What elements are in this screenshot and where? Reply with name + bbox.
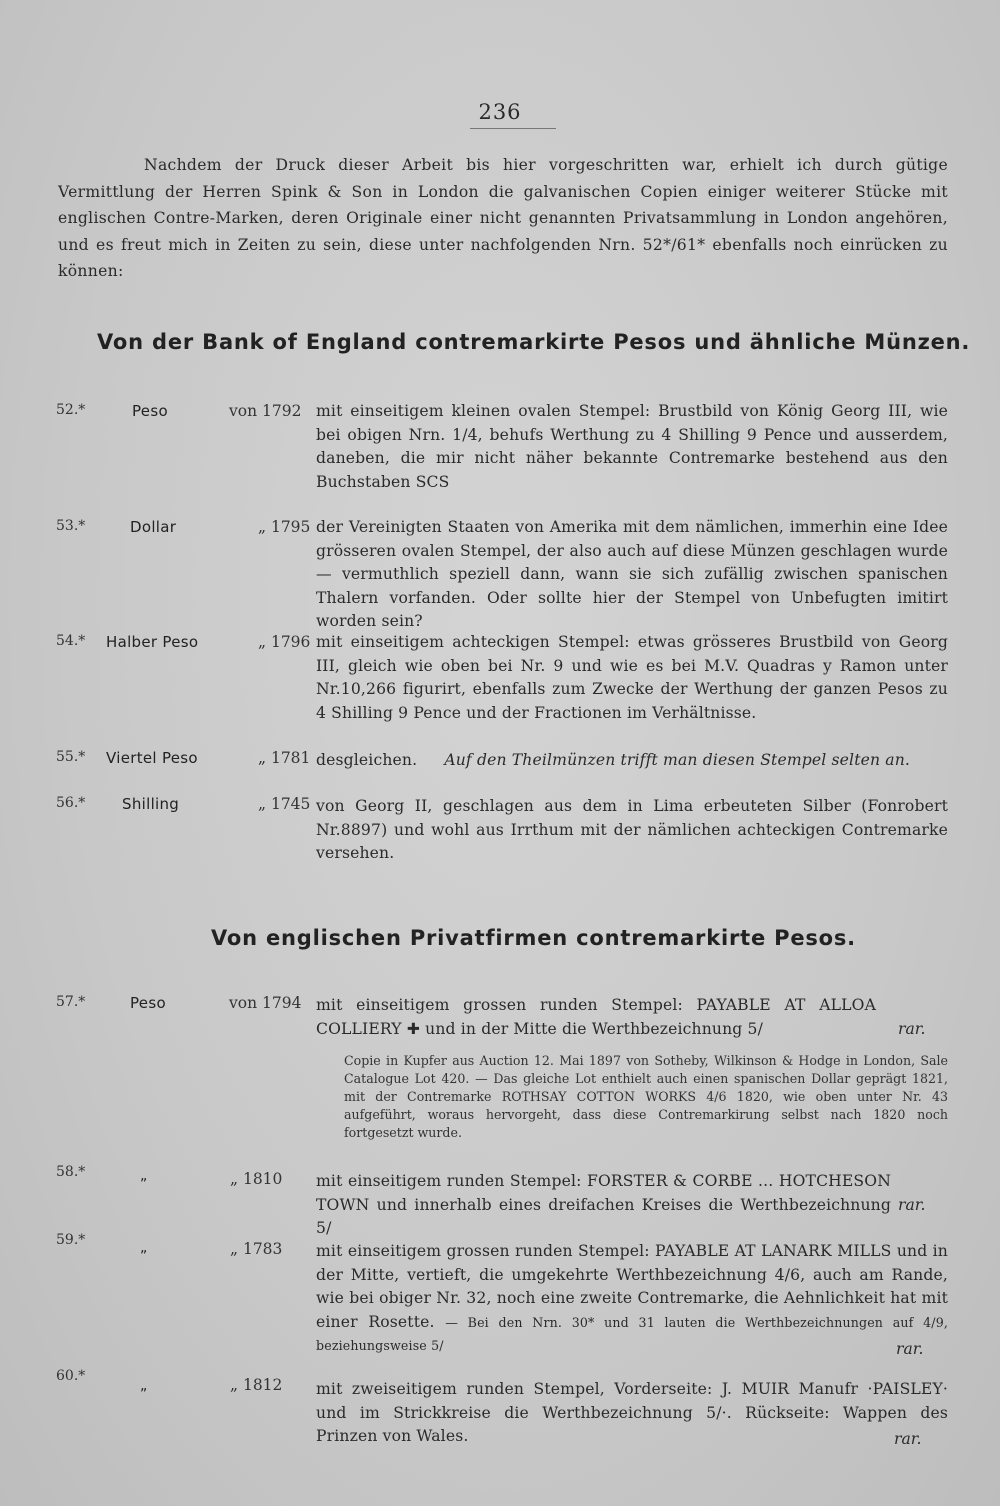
page-number-rule	[470, 128, 556, 129]
entry-denomination: Peso	[130, 994, 166, 1012]
rarity-mark: rar.	[894, 1430, 922, 1448]
entry-year: „ 1810	[230, 1170, 283, 1188]
entry-italic-remark: Auf den Theilmünzen trifft man diesen Stempel selten an.	[444, 751, 911, 769]
entry-description-text: mit einseitigem grossen runden Stempel: PAYABLE AT LANARK MILLS und in der Mitte, vertieft, die umgekehrte Werthbezeichnung 4/6, auch am Rande, wie bei obiger Nr. 32, noch eine zweite Contremarke, die Aehnlichkeit hat mit einer Rosette.	[316, 1242, 948, 1331]
ditto-mark: „	[140, 1240, 148, 1256]
entry-number: 53.*	[56, 518, 86, 534]
entry-number: 54.*	[56, 633, 86, 649]
entry-number: 52.*	[56, 402, 86, 418]
entry-denomination: Dollar	[130, 518, 177, 536]
ditto-mark: „	[140, 1378, 148, 1394]
page-number: 236	[478, 100, 522, 124]
entry-description: mit einseitigem runden Stempel: FORSTER & CORBE ... HOTCHESON TOWN und innerhalb eines dreifachen Kreises die Werthbezeichnung 5/	[316, 1172, 891, 1237]
entry-year: von 1794	[229, 994, 302, 1012]
entry-description: mit einseitigem kleinen ovalen Stempel: Brustbild von König Georg III, wie bei obigen Nrn. 1/4, behufs Werthung zu 4 Shilling 9 Pence und ausserdem, daneben, die mir nicht näher bekannte Contremarke bestehend aus den Buchstaben SCS	[316, 402, 948, 491]
footnote: Copie in Kupfer aus Auction 12. Mai 1897 von Sotheby, Wilkinson & Hodge in London, Sale Catalogue Lot 420. — Das gleiche Lot enthielt auch einen spanischen Dollar geprägt 1821, mit der Contremarke ROTHSAY COTTON WORKS 4/6 1820, wie oben unter Nr. 43 aufgeführt, woraus hervorgeht, dass diese Contremarkirung selbst nach 1820 noch fortgesetzt wurde.	[344, 1053, 948, 1140]
intro-paragraph: Nachdem der Druck dieser Arbeit bis hier vorgeschritten war, erhielt ich durch gütige Vermittlung der Herren Spink & Son in London die galvanischen Copien einiger weiterer Stücke mit englischen Contre-Marken, deren Originale einer nicht genannten Privatsammlung in London angehören, und es freut mich in Zeiten zu sein, diese unter nachfolgenden Nrn. 52*/61* ebenfalls noch einrücken zu können:	[58, 156, 948, 280]
entry-denomination: Viertel Peso	[106, 749, 198, 767]
entry-description: von Georg II, geschlagen aus dem in Lima erbeuteten Silber (Fonrobert Nr.8897) und wohl aus Irrthum mit der nämlichen achteckigen Contremarke versehen.	[316, 797, 948, 862]
entry-year: „ 1781	[258, 749, 311, 767]
entry-year: „ 1796	[258, 633, 311, 651]
rarity-mark: rar.	[898, 1196, 926, 1214]
entry-inline-note: — Bei den Nrn. 30* und 31 lauten die Werthbezeichnungen auf 4/9, beziehungsweise 5/	[316, 1314, 949, 1353]
entry-description: der Vereinigten Staaten von Amerika mit dem nämlichen, immerhin eine Idee grösseren ovalen Stempel, der also auch auf diese Münzen geschlagen wurde — vermuthlich speziell dann, wann sie sich zufällig zwischen spanischen Thalern vorfanden. Oder sollte hier der Stempel von Unbefugten imitirt worden sein?	[316, 518, 948, 630]
entry-number: 56.*	[56, 795, 86, 811]
entry-year: „ 1745	[258, 795, 311, 813]
entry-description: mit einseitigem achteckigen Stempel: etwas grösseres Brustbild von Georg III, gleich wie oben bei Nr. 9 und wie es bei M.V. Quadras y Ramon unter Nr.10,266 figurirt, ebenfalls zum Zwecke der Werthung der ganzen Pesos zu 4 Shilling 9 Pence und der Fractionen im Verhältnisse.	[316, 633, 948, 722]
rarity-mark: rar.	[896, 1340, 924, 1358]
ditto-mark: „	[140, 1168, 148, 1184]
entry-number: 59.*	[56, 1232, 86, 1248]
entry-year: von 1792	[229, 402, 302, 420]
entry-description-text: desgleichen.	[316, 751, 418, 769]
entry-number: 60.*	[56, 1368, 86, 1384]
entry-year: „ 1795	[258, 518, 311, 536]
entry-description	[316, 749, 948, 773]
entry-description	[316, 1240, 948, 1358]
entry-number: 58.*	[56, 1164, 86, 1180]
entry-year: „ 1812	[230, 1376, 283, 1394]
entry-denomination: Shilling	[122, 795, 180, 813]
section-title-bank-of-england: Von der Bank of England contremarkirte Pesos und ähnliche Münzen.	[97, 330, 971, 354]
entry-denomination: Peso	[132, 402, 168, 420]
entry-description: mit zweiseitigem runden Stempel, Vorderseite: J. MUIR Manufr ·PAISLEY· und im Strickkreise die Werthbezeichnung 5/·. Rückseite: Wappen des Prinzen von Wales.	[316, 1380, 948, 1445]
entry-number: 55.*	[56, 749, 86, 765]
entry-description: mit einseitigem grossen runden Stempel: PAYABLE AT ALLOA COLLIERY ✚ und in der Mitte die Werthbezeichnung 5/	[316, 996, 876, 1038]
entry-year: „ 1783	[230, 1240, 283, 1258]
section-title-private-firms: Von englischen Privatfirmen contremarkirte Pesos.	[211, 926, 856, 950]
entry-denomination: Halber Peso	[106, 633, 199, 651]
entry-number: 57.*	[56, 994, 86, 1010]
rarity-mark: rar.	[898, 1020, 926, 1038]
